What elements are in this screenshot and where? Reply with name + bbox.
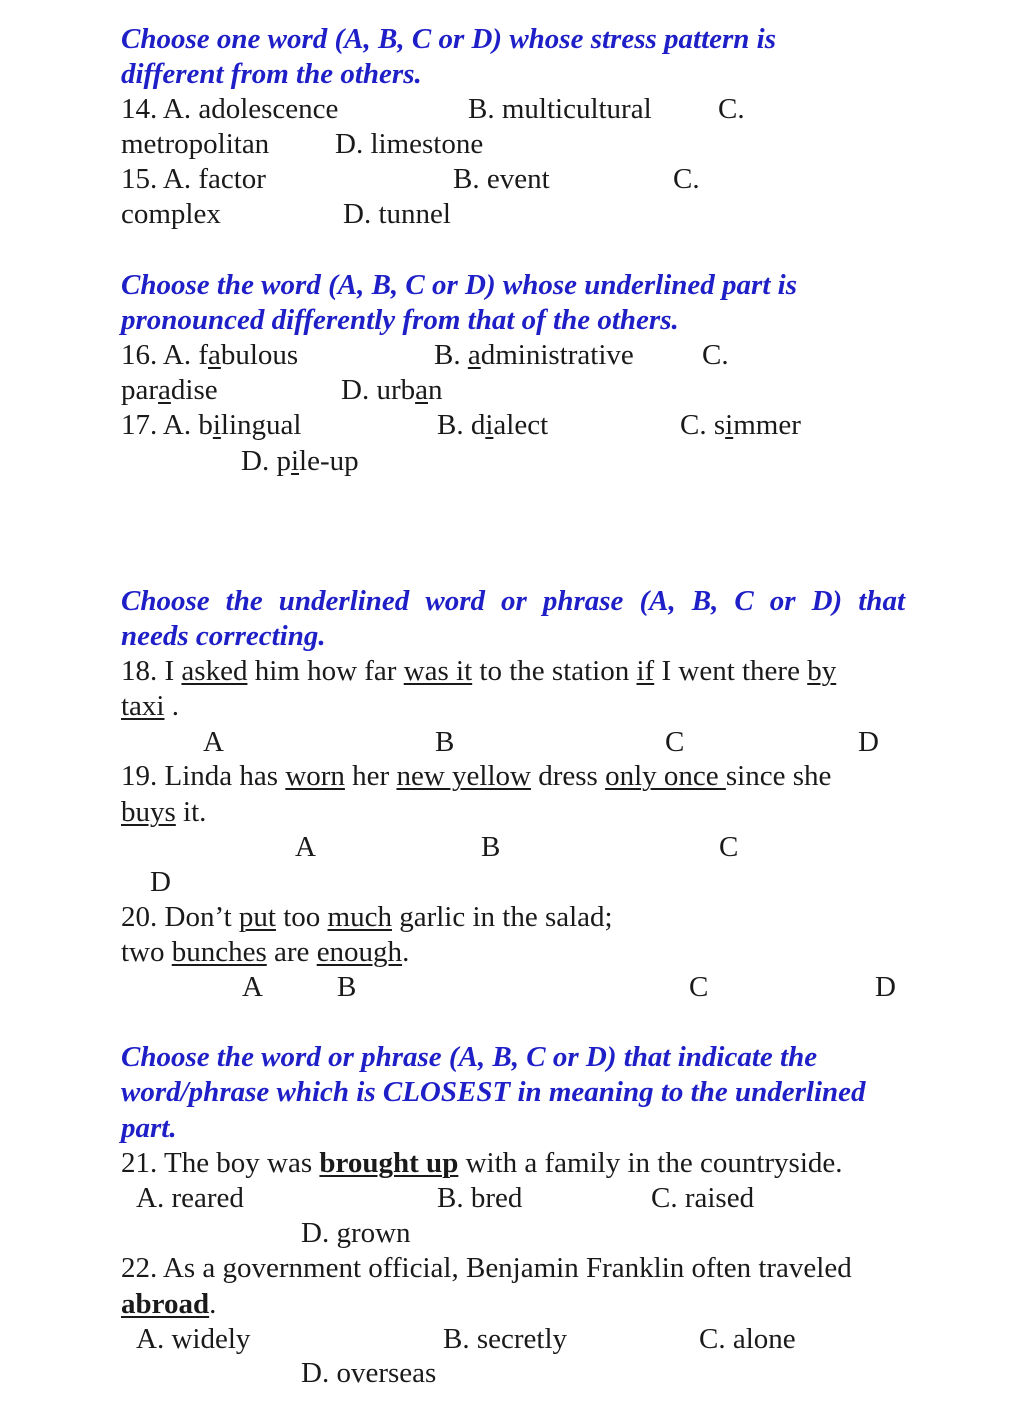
- q22-underlined-word: abroad: [121, 1288, 210, 1320]
- q14-option-c-label: C.: [718, 93, 745, 125]
- q18-underlined-c: if: [636, 655, 655, 687]
- q22-sentence-line1: 22. As a government official, Benjamin Franklin often traveled: [121, 1252, 852, 1284]
- q18-underlined-a: asked: [181, 655, 248, 687]
- q17-a-prefix: 17. A. b: [121, 409, 213, 441]
- q16-option-b: [434, 338, 634, 372]
- q18-label-c: C: [665, 726, 685, 758]
- q19-underlined-d: buys: [121, 796, 176, 828]
- q20-label-c: C: [689, 971, 709, 1003]
- q19-underlined-c: only once: [605, 760, 726, 792]
- q14-option-a: A. adolescence: [162, 93, 339, 125]
- q17-d-prefix: D. p: [241, 445, 291, 477]
- q16-option-a: [121, 338, 298, 372]
- q20-text-1: 20. Don’t: [121, 901, 239, 933]
- q21-underlined-phrase: brought up: [319, 1147, 459, 1179]
- q19-sentence-line1: [121, 759, 831, 793]
- q19-label-a: A: [295, 831, 316, 863]
- q21-option-d: D. grown: [301, 1217, 411, 1249]
- q18-text-4: I went there: [654, 655, 808, 687]
- q20-text-3: garlic in the salad;: [391, 901, 613, 933]
- q20-label-a: A: [242, 971, 263, 1003]
- q14-option-b: B. multicultural: [468, 93, 652, 125]
- q19-text-5: it.: [175, 796, 207, 828]
- q18-text-5: .: [164, 690, 179, 722]
- q17-option-c: [680, 408, 801, 442]
- q20-label-b: B: [337, 971, 357, 1003]
- q18-text-2: him how far: [247, 655, 404, 687]
- q17-a-rest: lingual: [220, 409, 302, 441]
- q17-c-prefix: C. s: [680, 409, 726, 441]
- q18-text-3: to the station: [472, 655, 637, 687]
- q20-text-6: .: [402, 936, 410, 968]
- q20-underlined-d: enough: [316, 936, 403, 968]
- instruction-pronunciation-line1: Choose the word (A, B, C or D) whose underlined part is: [121, 269, 797, 301]
- q17-option-b: [437, 408, 548, 442]
- q19-label-c: C: [719, 831, 739, 863]
- q19-text-3: dress: [530, 760, 606, 792]
- q20-underlined-c: bunches: [171, 936, 267, 968]
- instruction-synonym-line3: part.: [121, 1112, 177, 1144]
- instruction-pronunciation-line2: pronounced differently from that of the others.: [121, 304, 679, 336]
- q22-option-c: C. alone: [699, 1323, 796, 1355]
- q20-sentence-line2: [121, 935, 409, 969]
- q15-line: [121, 162, 266, 196]
- q20-sentence-line1: [121, 900, 613, 934]
- q19-label-b: B: [481, 831, 501, 863]
- q17-d-underlined: i: [290, 445, 300, 477]
- q18-underlined-b: was it: [403, 655, 473, 687]
- q20-text-4: two: [121, 936, 172, 968]
- q19-text-1: 19. Linda has: [121, 760, 286, 792]
- q16-option-c-word: [121, 373, 218, 407]
- q21-text-1: 21. The boy was: [121, 1147, 320, 1179]
- q20-text-5: are: [266, 936, 317, 968]
- instruction-error-line2: needs correcting.: [121, 620, 326, 652]
- instruction-synonym-line1: Choose the word or phrase (A, B, C or D) that indicate the: [121, 1041, 818, 1073]
- q16-d-underlined: a: [415, 374, 428, 406]
- q17-b-rest: alect: [493, 409, 549, 441]
- q19-text-4: since she: [725, 760, 832, 792]
- q16-d-prefix: D. urb: [341, 374, 416, 406]
- q15-option-d: D. tunnel: [343, 198, 451, 230]
- q20-text-2: too: [275, 901, 328, 933]
- q21-sentence: [121, 1146, 843, 1180]
- q15-num: 15.: [121, 163, 158, 195]
- q16-a-prefix: 16. A. f: [121, 339, 208, 371]
- q17-option-a: [121, 408, 301, 442]
- instruction-stress-line1: Choose one word (A, B, C or D) whose stress pattern is: [121, 23, 777, 55]
- q15-option-a: A. factor: [162, 163, 266, 195]
- q16-a-rest: bulous: [220, 339, 299, 371]
- instruction-synonym-line2: word/phrase which is CLOSEST in meaning to the underlined: [121, 1076, 866, 1108]
- q16-b-prefix: B.: [434, 339, 468, 371]
- q17-c-underlined: i: [725, 409, 734, 441]
- q17-b-underlined: i: [485, 409, 494, 441]
- q19-label-d: D: [150, 866, 171, 898]
- q15-option-c-label: C.: [673, 163, 700, 195]
- instruction-stress-line2: different from the others.: [121, 58, 422, 90]
- q16-option-c-label: C.: [702, 339, 729, 371]
- q17-c-rest: mmer: [733, 409, 801, 441]
- instruction-error-line1: Choose the underlined word or phrase (A, B, C or D) that: [121, 585, 905, 617]
- q17-d-rest: le-up: [299, 445, 359, 477]
- q18-underlined-d-part1: by: [807, 655, 837, 687]
- q15-option-c-word: complex: [121, 198, 221, 230]
- q20-underlined-b: much: [327, 901, 392, 933]
- q22-sentence-line2: [121, 1287, 216, 1321]
- q21-text-2: with a family in the countryside.: [458, 1147, 843, 1179]
- q22-option-a: A. widely: [136, 1323, 251, 1355]
- q19-underlined-b: new yellow: [396, 760, 531, 792]
- q18-label-b: B: [435, 726, 455, 758]
- q22-text-2: .: [209, 1288, 217, 1320]
- q16-option-d: [341, 373, 442, 407]
- q19-underlined-a: worn: [285, 760, 345, 792]
- q22-option-d: D. overseas: [301, 1357, 437, 1389]
- q18-label-a: A: [203, 726, 224, 758]
- q16-b-underlined: a: [467, 339, 481, 371]
- q21-option-c: C. raised: [651, 1182, 755, 1214]
- q21-option-b: B. bred: [437, 1182, 523, 1214]
- q18-text-1: 18. I: [121, 655, 182, 687]
- q18-sentence-line2: [121, 689, 179, 723]
- q16-a-underlined: a: [208, 339, 221, 371]
- q20-label-d: D: [875, 971, 896, 1003]
- q16-b-rest: dministrative: [480, 339, 634, 371]
- q21-option-a: A. reared: [136, 1182, 244, 1214]
- q16-c-rest: dise: [170, 374, 218, 406]
- q14-option-c-word: metropolitan: [121, 128, 270, 160]
- q18-sentence-line1: [121, 654, 905, 688]
- q18-underlined-d-part2: taxi: [121, 690, 165, 722]
- q14-number: [121, 92, 338, 126]
- q20-underlined-a: put: [238, 901, 276, 933]
- q14-num: 14.: [121, 93, 158, 125]
- q17-b-prefix: B. d: [437, 409, 486, 441]
- q22-option-b: B. secretly: [443, 1323, 568, 1355]
- q17-a-underlined: i: [212, 409, 221, 441]
- q16-d-rest: n: [427, 374, 443, 406]
- q16-c-prefix: par: [121, 374, 159, 406]
- q15-option-b: B. event: [453, 163, 550, 195]
- q19-sentence-line2: [121, 795, 206, 829]
- q14-option-d: D. limestone: [335, 128, 484, 160]
- q17-option-d: [241, 444, 359, 478]
- q19-text-2: her: [344, 760, 397, 792]
- q18-label-d: D: [858, 726, 879, 758]
- q16-c-underlined: a: [158, 374, 171, 406]
